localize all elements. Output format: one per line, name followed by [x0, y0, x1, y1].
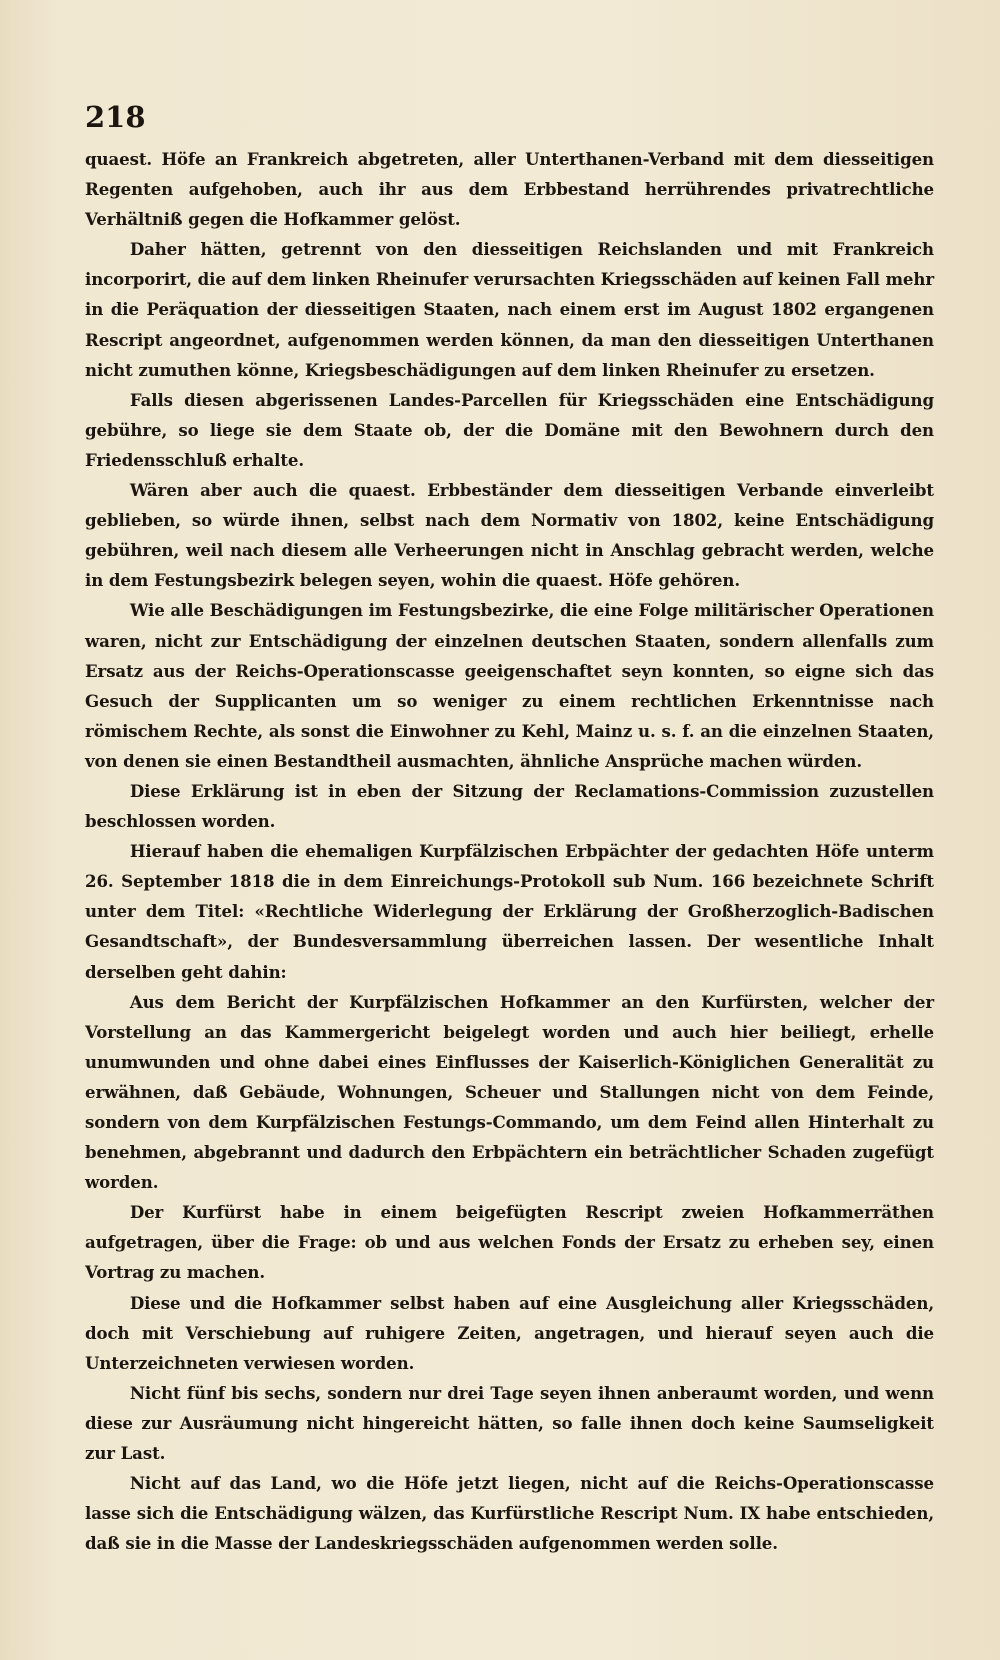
paragraph: Diese Erklärung ist in eben der Sitzung der Reclamations-Commission zuzustellen beschlossen worden. — [85, 780, 934, 832]
paragraph: Daher hätten, getrennt von den diesseitigen Reichslanden und mit Frankreich incorporirt, die auf dem linken Rheinufer verursachten Kriegsschäden auf keinen Fall mehr in die Peräquation der diesseitigen Staaten, nach einem erst im August 1802 ergangenen Rescript angeordnet, aufgenommen werden können, da man den diesseitigen Unterthanen nicht zumuthen könne, Kriegsbeschädigungen auf dem linken Rheinufer zu ersetzen. — [85, 239, 934, 380]
paragraph: Hierauf haben die ehemaligen Kurpfälzischen Erbpächter der gedachten Höfe unterm 26. September 1818 die in dem Einreichungs-Protokoll sub Num. 166 bezeichnete Schrift unter dem Titel: «Rechtliche Widerlegung der Erklärung der Großherzoglich-Badischen Gesandtschaft», der Bundesversammlung überreichen lassen. Der wesentliche Inhalt derselben geht dahin: — [85, 841, 934, 982]
paragraph: Diese und die Hofkammer selbst haben auf eine Ausgleichung aller Kriegsschäden, doch mit Verschiebung auf ruhigere Zeiten, angetragen, und hierauf seyen auch die Unterzeichneten verwiesen worden. — [85, 1292, 934, 1373]
paragraph: Der Kurfürst habe in einem beigefügten Rescript zweien Hofkammerräthen aufgetragen, über die Frage: ob und aus welchen Fonds der Ersatz zu erheben sey, einen Vortrag zu machen. — [85, 1202, 934, 1283]
paragraph: Wären aber auch die quaest. Erbbeständer dem diesseitigen Verbande einverleibt geblieben, so würde ihnen, selbst nach dem Normativ von 1802, keine Entschädigung gebühren, weil nach diesem alle Verheerungen nicht in Anschlag gebracht werden, welche in dem Festungsbezirk belegen seyen, wohin die quaest. Höfe gehören. — [85, 480, 934, 591]
body-text — [85, 144, 934, 1558]
paragraph: Aus dem Bericht der Kurpfälzischen Hofkammer an den Kurfürsten, welcher der Vorstellung an das Kammergericht beigelegt worden und auch hier beiliegt, erhelle unumwunden und ohne dabei eines Einflusses der Kaiserlich-Königlichen Generalität zu erwähnen, daß Gebäude, Wohnungen, Scheuer und Stallungen nicht von dem Feinde, sondern von dem Kurpfälzischen Festungs-Commando, um dem Feind allen Hinterhalt zu benehmen, abgebrannt und dadurch den Erbpächtern ein beträchtlicher Schaden zugefügt worden. — [85, 991, 934, 1193]
page-number: 218 — [85, 100, 146, 134]
paragraph: Nicht auf das Land, wo die Höfe jetzt liegen, nicht auf die Reichs-Operationscasse lasse sich die Entschädigung wälzen, das Kurfürstliche Rescript Num. IX habe entschieden, daß sie in die Masse der Landeskriegsschäden aufgenommen werden solle. — [85, 1473, 934, 1554]
paragraph: Nicht fünf bis sechs, sondern nur drei Tage seyen ihnen anberaumt worden, und wenn diese zur Ausräumung nicht hingereicht hätten, so falle ihnen doch keine Saumseligkeit zur Last. — [85, 1382, 934, 1464]
paragraph: Falls diesen abgerissenen Landes-Parcellen für Kriegsschäden eine Entschädigung gebühre, so liege sie dem Staate ob, der die Domäne mit den Bewohnern durch den Friedensschluß erhalte. — [85, 389, 934, 470]
paragraph: Wie alle Beschädigungen im Festungsbezirke, die eine Folge militärischer Operationen waren, nicht zur Entschädigung der einzelnen deutschen Staaten, sondern allenfalls zum Ersatz aus der Reichs-Operationscasse geeigenschaftet seyn konnten, so eigne sich das Gesuch der Supplicanten um so weniger zu einem rechtlichen Erkenntnisse nach römischem Rechte, als sonst die Einwohner zu Kehl, Mainz u. s. f. an die einzelnen Staaten, von denen sie einen Bestandtheil ausmachten, ähnliche Ansprüche machen würden. — [85, 600, 934, 771]
paragraph: quaest. Höfe an Frankreich abgetreten, aller Unterthanen-Verband mit dem diesseitigen Regenten aufgehoben, auch ihr aus dem Erbbestand herrührendes privatrechtliche Verhältniß gegen die Hofkammer gelöst. — [85, 149, 934, 230]
